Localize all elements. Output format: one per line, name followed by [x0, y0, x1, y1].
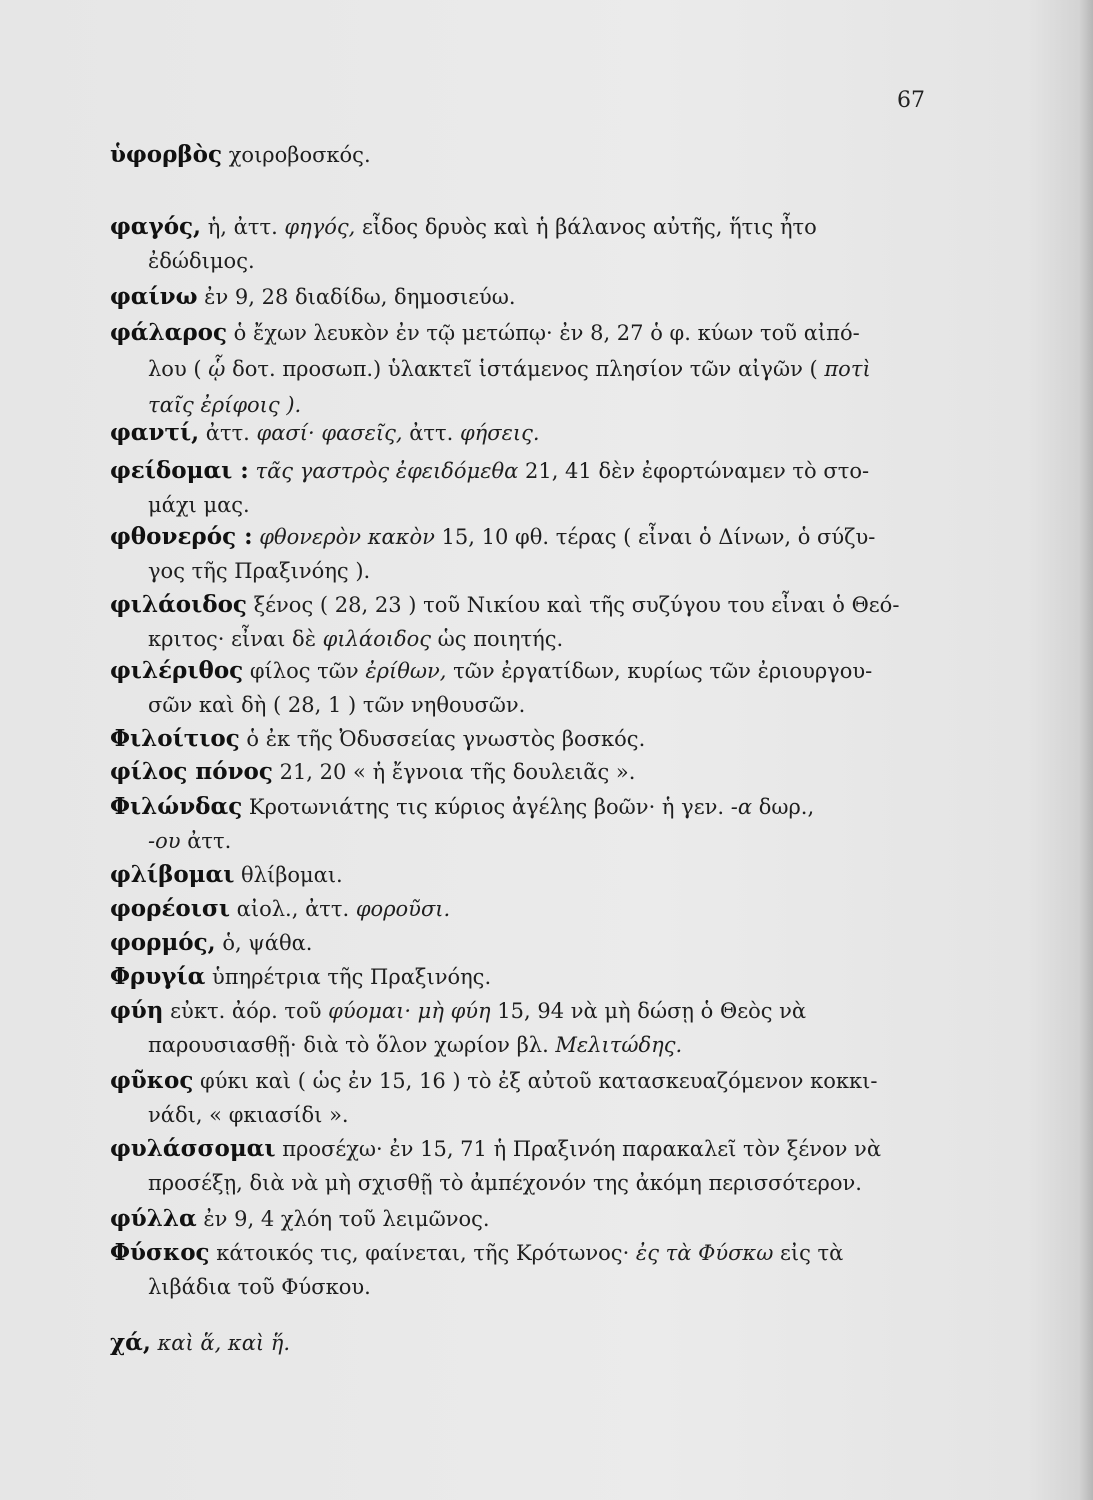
entry-continuation-line — [148, 1030, 682, 1060]
definition-text: μάχι μας. — [148, 493, 250, 517]
quoted-form: φηγός, — [284, 215, 356, 239]
headword: φύη — [110, 997, 164, 1024]
entry-line — [110, 140, 371, 170]
headword: φείδομαι : — [110, 457, 249, 484]
headword: φορέοισι — [110, 895, 230, 922]
entry-line — [110, 894, 450, 924]
page-number: 67 — [897, 88, 925, 113]
definition-text: ὑπηρέτρια τῆς Πραξινόης. — [205, 965, 492, 989]
definition-text: θλίβομαι. — [234, 863, 343, 887]
headword: φιλάοιδος — [110, 591, 247, 618]
quoted-form: ποτὶ — [824, 357, 871, 381]
quoted-form: φήσεις. — [459, 421, 540, 445]
quoted-form: φιλάοιδος — [322, 627, 431, 651]
definition-text: σῶν καὶ δὴ ( 28, 1 ) τῶν νηθουσῶν. — [148, 693, 526, 717]
definition-text: κάτοικός τις, φαίνεται, τῆς Κρότωνος· — [209, 1241, 636, 1265]
definition-text — [151, 1331, 158, 1355]
quoted-form: -α — [730, 795, 753, 819]
headword: φιλέριθος — [110, 657, 244, 684]
headword: ὑφορβὸς — [110, 141, 223, 168]
definition-text: ἀττ. — [402, 421, 460, 445]
entry-continuation-line — [148, 690, 525, 720]
entry-line — [110, 282, 516, 312]
definition-text: λου ( — [148, 357, 209, 381]
entry-line — [110, 456, 869, 486]
quoted-form: φύομαι· μὴ φύη — [328, 999, 491, 1023]
definition-text: τῶν ἐργατίδων, κυρίως τῶν ἐριουργου- — [446, 659, 873, 683]
headword: φλίβομαι — [110, 861, 235, 888]
entry-line — [110, 212, 817, 242]
quoted-form: ἐρίθων, — [365, 659, 447, 683]
quoted-form: τᾶς γαστρὸς ἐφειδόμεθα — [255, 459, 519, 483]
definition-text: νάδι, « φκιασίδι ». — [148, 1103, 349, 1127]
entry-line — [110, 860, 343, 890]
headword: Φρυγία — [110, 963, 206, 990]
headword: χά, — [110, 1329, 151, 1356]
quoted-form: φασί· φασεῖς, — [256, 421, 403, 445]
headword: φυλάσσομαι — [110, 1135, 276, 1162]
definition-text: Κροτωνιάτης τις κύριος ἀγέλης βοῶν· ἡ γεν. — [242, 795, 731, 819]
definition-text: λιβάδια τοῦ Φύσκου. — [148, 1275, 371, 1299]
entry-continuation-line — [148, 1100, 349, 1130]
definition-text: ξένος ( 28, 23 ) τοῦ Νικίου καὶ τῆς συζύγου του εἶναι ὁ Θεό- — [246, 593, 900, 617]
quoted-form: φθονερὸν κακὸν — [259, 525, 435, 549]
definition-text: ὁ ἔχων λευκὸν ἐν τῷ μετώπῳ· ἐν 8, 27 ὁ φ. κύων τοῦ αἰπό- — [226, 321, 860, 345]
headword: φῦκος — [110, 1067, 194, 1094]
entry-continuation-line — [148, 1272, 371, 1302]
entry-line — [110, 1204, 490, 1234]
definition-text: φύκι καὶ ( ὡς ἐν 15, 16 ) τὸ ἐξ αὐτοῦ κατασκευαζόμενον κοκκι- — [193, 1069, 878, 1093]
entry-continuation-line — [148, 246, 255, 276]
headword: φαντί, — [110, 419, 200, 446]
definition-text: ἐδώδιμος. — [148, 249, 255, 273]
entry-line — [110, 928, 312, 958]
definition-text: αἰολ., ἀττ. — [230, 897, 356, 921]
entry-line — [110, 757, 635, 787]
entry-line — [110, 1238, 843, 1268]
definition-text: γος τῆς Πραξινόης ). — [148, 559, 371, 583]
definition-text: φίλος τῶν — [243, 659, 366, 683]
definition-text: 15, 94 νὰ μὴ δώσῃ ὁ Θεὸς νὰ — [490, 999, 807, 1023]
headword: Φιλώνδας — [110, 793, 243, 820]
headword: φίλος πόνος — [110, 758, 273, 785]
quoted-form: ἐς τὰ Φύσκω — [635, 1241, 774, 1265]
entry-continuation-line — [148, 490, 250, 520]
definition-text: εὐκτ. ἀόρ. τοῦ — [163, 999, 329, 1023]
definition-text: 21, 41 δὲν ἐφορτώναμεν τὸ στο- — [518, 459, 870, 483]
quoted-form: ταῖς ἐρίφοις ). — [148, 393, 302, 417]
headword: φάλαρος — [110, 319, 227, 346]
definition-text: δοτ. προσωπ.) ὑλακτεῖ ἱστάμενος πλησίον τῶν αἰγῶν ( — [225, 357, 825, 381]
quoted-form: -ου — [148, 829, 181, 853]
entry-line — [110, 724, 645, 754]
quoted-form: καὶ ἅ, καὶ ἥ. — [157, 1331, 291, 1355]
headword: φαγός, — [110, 213, 202, 240]
entry-line — [110, 418, 540, 448]
entry-line — [110, 1134, 881, 1164]
definition-text: δωρ., — [752, 795, 815, 819]
definition-text: κριτος· εἶναι δὲ — [148, 627, 323, 651]
definition-text: ἀττ. — [199, 421, 257, 445]
definition-text: ἀττ. — [180, 829, 232, 853]
definition-text: προσέχω· ἐν 15, 71 ἡ Πραξινόη παρακαλεῖ τὸν ξένον νὰ — [275, 1137, 881, 1161]
definition-text: 15, 10 φθ. τέρας ( εἶναι ὁ Δίνων, ὁ σύζυ- — [434, 525, 876, 549]
entry-continuation-line — [148, 556, 370, 586]
entry-line — [110, 522, 875, 552]
headword: φθονερός : — [110, 523, 253, 550]
entry-line — [110, 1328, 290, 1358]
definition-text: χοιροβοσκός. — [222, 143, 371, 167]
entry-line — [110, 996, 806, 1026]
page-edge-shadow — [1079, 0, 1093, 1500]
definition-text: ἐν 9, 28 διαδίδω, δημοσιεύω. — [197, 285, 516, 309]
definition-text: ὡς ποιητής. — [431, 627, 564, 651]
headword: φαίνω — [110, 283, 198, 310]
definition-text: ἡ, ἀττ. — [201, 215, 285, 239]
definition-text: ὁ, ψάθα. — [215, 931, 313, 955]
definition-text: ὁ ἐκ τῆς Ὀδυσσείας γνωστὸς βοσκός. — [239, 727, 646, 751]
quoted-form: Μελιτώδης. — [555, 1033, 683, 1057]
definition-text: παρουσιασθῇ· διὰ τὸ ὅλον χωρίον βλ. — [148, 1033, 556, 1057]
entry-continuation-line — [148, 354, 871, 384]
entry-continuation-line — [148, 826, 231, 856]
entry-line — [110, 1066, 877, 1096]
entry-line — [110, 962, 491, 992]
entry-line — [110, 318, 860, 348]
entry-line — [110, 792, 814, 822]
headword: φορμός, — [110, 929, 216, 956]
headword: Φιλοίτιος — [110, 725, 240, 752]
entry-line — [110, 590, 899, 620]
headword: Φύσκος — [110, 1239, 210, 1266]
definition-text: ἐν 9, 4 χλόη τοῦ λειμῶνος. — [196, 1207, 490, 1231]
definition-text: εἰς τὰ — [773, 1241, 844, 1265]
headword: φύλλα — [110, 1205, 197, 1232]
entry-line — [110, 656, 872, 686]
entry-continuation-line — [148, 390, 301, 420]
entry-continuation-line — [148, 1168, 862, 1198]
quoted-form: ᾧ — [208, 357, 226, 381]
definition-text: προσέξῃ, διὰ νὰ μὴ σχισθῇ τὸ ἀμπέχονόν της ἀκόμη περισσότερον. — [148, 1171, 862, 1195]
definition-text: 21, 20 « ἡ ἔγνοια τῆς δουλειᾶς ». — [272, 760, 636, 784]
entry-continuation-line — [148, 624, 563, 654]
quoted-form: φοροῦσι. — [355, 897, 451, 921]
definition-text: εἶδος δρυὸς καὶ ἡ βάλανος αὐτῆς, ἥτις ἦτο — [355, 215, 817, 239]
